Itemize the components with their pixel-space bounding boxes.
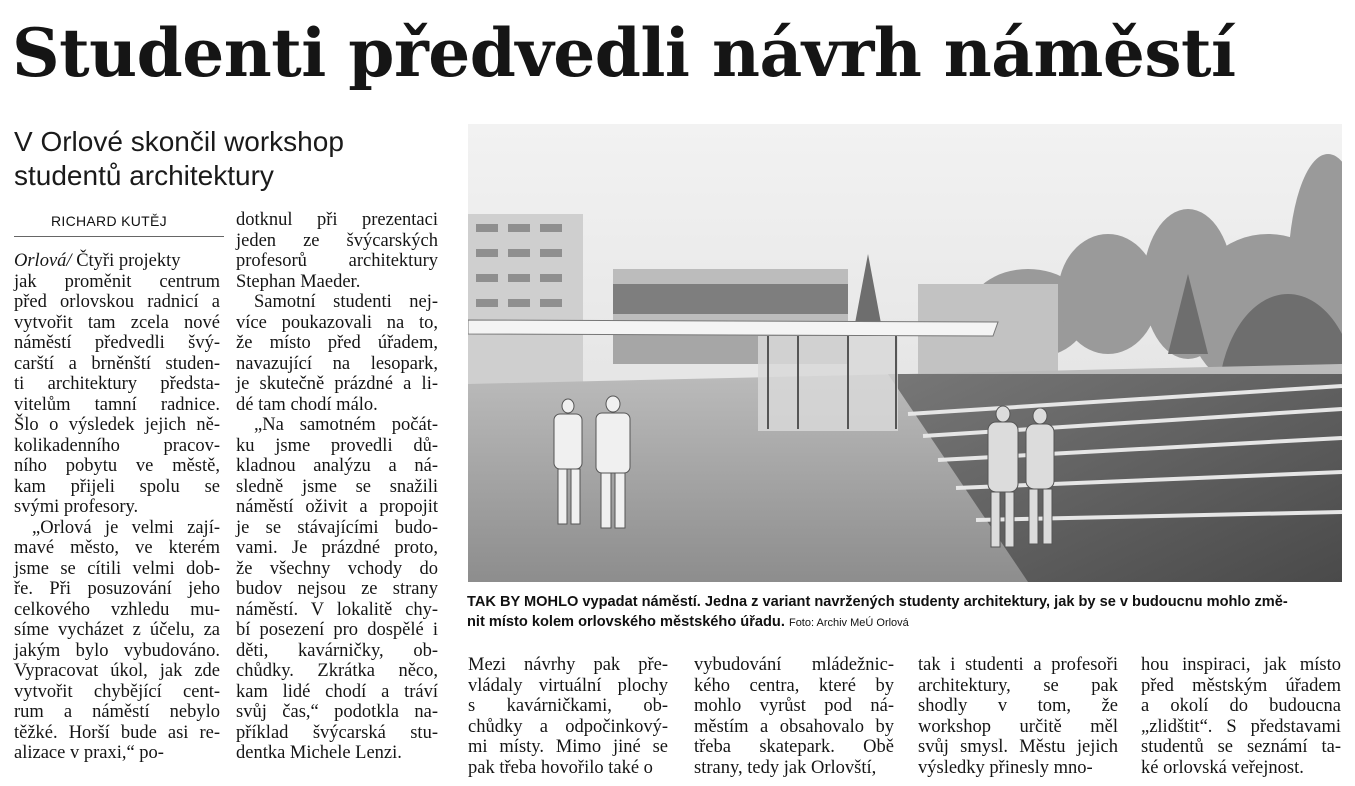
text-line: Stephan Maeder. [236,271,361,292]
text-line: že místo před úřadem, [236,333,438,353]
text-line: ního pobytu ve městě, [14,456,220,476]
text-line: s kavárničkami, ob- [468,696,668,716]
text-line: hou inspiraci, jak místo [1141,655,1341,675]
text-line: ře. Při posuzování jeho [14,579,220,599]
text-line: kladnou analýzu a ná- [236,456,438,476]
text-line: třeba skatepark. Obě [694,737,894,757]
text-line: vytvořit chybějící cent- [14,681,220,702]
headline: Studenti předvedli návrh náměstí [12,14,1236,92]
text-line: vytvořit tam zcela nové [14,312,220,333]
subheadline-line: V Orlové skončil workshop [14,126,344,157]
text-line: carští a brněnští studen- [14,353,220,374]
text-line: více poukazovali na to, [236,312,438,333]
text-line: příklad švýcarská stu- [236,722,438,743]
text-line: mavé město, ve kterém [14,538,220,558]
text-line: svými profesory. [14,497,139,517]
text-line: náměstí. V lokalitě chy- [236,599,438,620]
text-line: ké orlovská veřejnost. [1141,757,1304,778]
text-line: profesorů architektury [236,251,438,271]
text-line: vami. Je prázdné proto, [236,538,438,558]
text-line: je skutečně prázdné a li- [236,374,438,394]
caption-line [467,592,1343,612]
text-line: shodly v tom, že [918,696,1118,716]
text-line: „zlidštit“. S představami [1141,716,1341,737]
text-line: „Na samotném počát- [254,415,438,435]
text-line: před orlovskou radnicí a [14,292,220,312]
text-line: architektury, se pak [918,675,1118,696]
text-line: ti architektury předsta- [14,374,220,394]
text-line: dé tam chodí málo. [236,394,378,415]
text-line: mi místy. Mimo jiné se [468,737,668,757]
text-line: Mezi návrhy pak pře- [468,655,668,675]
text-line: vybudování mládežnic- [694,655,894,675]
text-line: celkového vzhledu mu- [14,599,220,620]
article-column-4 [694,655,894,778]
text-line: workshop určitě měl [918,716,1118,737]
article-column-3 [468,655,668,778]
text-line [14,251,220,272]
byline: RICHARD KUTĚJ [51,213,167,229]
text-line: vitelům tamní radnice. [14,394,220,415]
text-line: strany, tedy jak Orlovští, [694,757,877,778]
text-line: vládaly virtuální plochy [468,675,668,696]
text-line: dotknul při prezentaci [236,210,438,230]
text-line: tak i studenti a profesoři [918,655,1118,675]
text-line: jsme se cítili velmi dob- [14,558,220,579]
text-line: sledně jsme se snažili [236,476,438,497]
text-line: Šlo o výsledek jejich ně- [14,415,220,435]
text-line: Vypracovat úkol, jak zde [14,661,220,681]
text-line: síme vycházet z účelu, za [14,620,220,640]
text-line: mohlo vyrůst pod ná- [694,696,894,716]
text-line: bí posezení pro dospělé i [236,620,438,640]
article-column-5 [918,655,1118,778]
text-line: ku jsme provedli dů- [236,435,438,456]
text-line: kého centra, které by [694,675,894,696]
subheadline-line: studentů architektury [14,160,274,191]
text-line: navazující na lesopark, [236,353,438,374]
text-line: studentů se seznámí ta- [1141,737,1341,757]
article-column-2 [236,210,438,764]
text-line: a okolí do budoucna [1141,696,1341,716]
text-line: „Orlová je velmi zají- [32,517,220,538]
text-line: jakým bylo vybudováno. [14,640,220,661]
article-photo [468,124,1342,582]
text-line: kam lidé chodí a tráví [236,681,438,702]
text-line: svůj smysl. Městu jejich [918,737,1118,757]
text-line: pak třeba hovořilo také o [468,757,653,778]
text-line: alizace v praxi,“ po- [14,743,164,763]
text-line: jeden ze švýcarských [236,230,438,251]
text-line: městím a obsahovalo by [694,716,894,737]
text-line: budov nejsou ze strany [236,579,438,599]
photo-caption [467,592,1343,633]
text-line: chůdky a odpočinkový- [468,716,668,737]
text-line: kolikadenního pracov- [14,435,220,456]
text-line: výsledky přinesly mno- [918,757,1093,778]
text-line: že všechny vchody do [236,558,438,579]
text-line: děti, kavárničky, ob- [236,640,438,661]
caption-lead: TAK BY MOHLO vypadat náměstí. [467,594,701,610]
text-fragment: Čtyři projekty [71,251,181,271]
text-line: náměstí oživit a propojit [236,497,438,517]
article-column-6 [1141,655,1341,778]
article-column-1 [14,251,220,764]
caption-line [467,612,1343,633]
dateline: Orlová/ [14,251,72,271]
caption-text: Jedna z variant navržených studenty architektury, jak by se v budoucnu mohlo změ- [700,594,1288,610]
text-line: rum a náměstí nebylo [14,702,220,722]
square-design-rendering-image [468,124,1342,582]
text-line: náměstí předvedli švý- [14,333,220,353]
text-line: dentka Michele Lenzi. [236,743,402,763]
byline-divider [14,236,224,237]
text-line: Samotní studenti nej- [254,292,438,312]
photo-credit: Foto: Archiv MeÚ Orlová [788,617,909,629]
text-line: kam přijeli spolu se [14,476,220,497]
text-line: svůj čas,“ podotkla na- [236,702,438,722]
text-line: jak proměnit centrum [14,271,220,292]
subheadline [14,125,454,193]
text-line: je se stávajícími budo- [236,517,438,538]
text-line: těžké. Horší bude asi re- [14,722,220,743]
text-line: před městským úřadem [1141,675,1341,696]
text-line: chůdky. Zkrátka něco, [236,661,438,681]
caption-text: nit místo kolem orlovského městského úřadu. [467,614,785,630]
